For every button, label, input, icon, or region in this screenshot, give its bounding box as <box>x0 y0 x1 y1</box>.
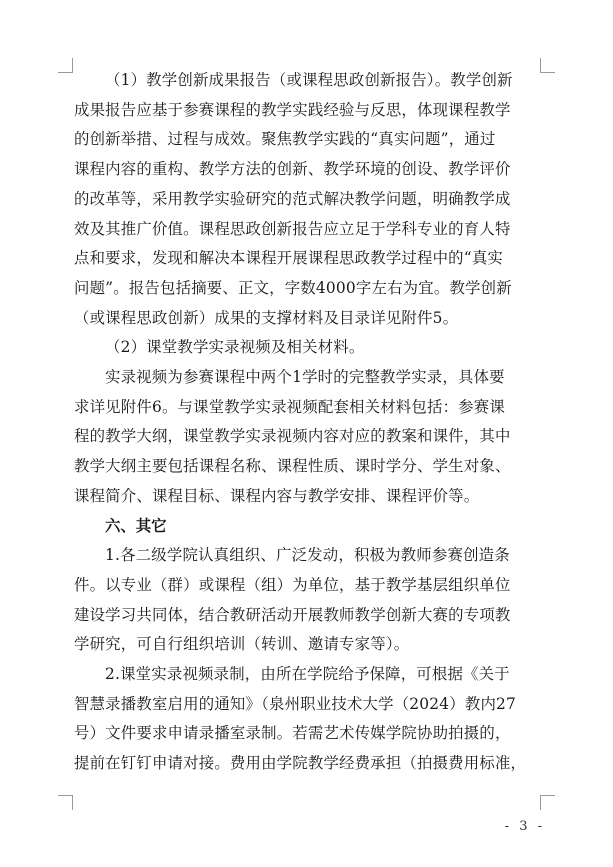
document-body <box>74 66 546 779</box>
paragraph-classroom-video-title: （2）课堂教学实录视频及相关材料。 <box>105 338 365 357</box>
page-number: - 3 - <box>504 819 545 834</box>
paragraph-other-item-1: 1.各二级学院认真组织、广泛发动，积极为教师参赛创造条 件。以专业（群）或课程（组）为单位，基于教学基层组织单位 建设学习共同体，结合教研活动开展教师教学创新大赛的专项教 学研究，可自行组织培训（转训、邀请专家等）。 <box>74 546 511 654</box>
paragraph-teaching-innovation-report: （1）教学创新成果报告（或课程思政创新报告）。教学创新 成果报告应基于参赛课程的教学实践经验与反思，体现课程教学 的创新举措、过程与成效。聚焦教学实践的“真实问题”，通过 课程内容的重构、教学方法的创新、教学环境的创设、教学评价 的改革等，采用教学实验研究的范式解决教学问题，明确教学成 效及其推广价值。课程思政创新报告应立足于学科专业的育人特 点和要求，发现和解决本课程开展课程思政教学过程中的“真实 问题”。报告包括摘要、正文，字数4000字左右为宜。教学创新 （或课程思政创新）成果的支撑材料及目录详见附件5。 <box>74 71 513 327</box>
crop-mark-bottom-left <box>58 795 73 810</box>
paragraph-classroom-video-details: 实录视频为参赛课程中两个1学时的完整教学实录，具体要 求详见附件6。与课堂教学实录视频配套相关材料包括：参赛课 程的教学大纲，课堂教学实录视频内容对应的教案和课件，其中 教学大纲主要包括课程名称、课程性质、课时学分、学生对象、 课程简介、课程目标、课程内容与教学安排、课程评价等。 <box>74 368 511 505</box>
section-heading-other: 六、其它 <box>105 516 167 535</box>
crop-mark-bottom-right <box>540 795 555 810</box>
paragraph-other-item-2: 2.课堂实录视频录制，由所在学院给予保障，可根据《关于 智慧录播教室启用的通知》（泉州职业技术大学（2024）教内27 号）文件要求申请录播室录制。若需艺术传媒学院协助拍摄的， 提前在钉钉申请对接。费用由学院教学经费承担（拍摄费用标准， <box>74 665 527 773</box>
crop-mark-top-left <box>58 58 73 73</box>
